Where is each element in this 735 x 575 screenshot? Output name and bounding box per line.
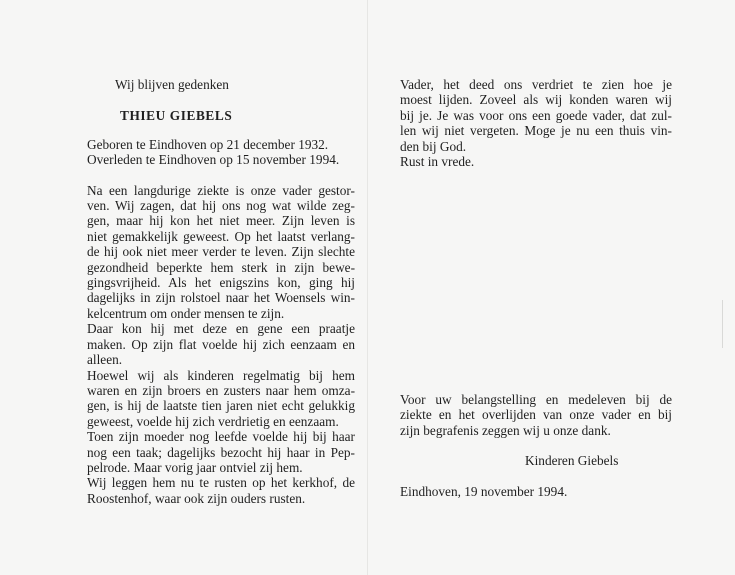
text-line: zijn begrafenis zeggen wij u onze dank. <box>400 422 611 438</box>
left-page <box>87 77 355 506</box>
text-line: nog een taak; dagelijks bezocht hij haar in Pep- <box>87 444 355 460</box>
text-line: Voor uw belangstelling en medeleven bij de <box>400 392 672 407</box>
card-fold-line <box>367 0 368 575</box>
paper-edge-mark <box>722 300 723 348</box>
text-line: Wij leggen hem nu te rusten op het kerkhof, de <box>87 475 355 491</box>
text-line: gen, maar hij kon het niet meer. Zijn leven is <box>87 213 355 229</box>
text-line: de hij ook niet meer verder te leven. Zijn slechte <box>87 244 355 260</box>
text-line: geweest, voelde hij zich verdrietig en eenzaam. <box>87 413 339 429</box>
paragraph <box>87 429 355 475</box>
text-line: kelcentrum om onder mensen te zijn. <box>87 305 285 321</box>
text-line: moest lijden. Zoveel als wij konden waren wij <box>400 92 672 108</box>
text-line: niet gemakkelijk geweest. Op het laatst verlang- <box>87 228 355 244</box>
text-line: Na een langdurige ziekte is onze vader gestor- <box>87 182 355 198</box>
text-line: Toen zijn moeder nog leefde voelde hij bij haar <box>87 429 355 445</box>
thanks-text <box>400 392 672 438</box>
rest-in-peace-line: Rust in vrede. <box>400 154 475 170</box>
text-line: bij je. Je was voor ons een goede vader, dat zul- <box>400 107 672 123</box>
life-dates <box>87 137 355 168</box>
text-line: dagelijks in zijn rolstoel naar het Woensels win- <box>87 290 355 306</box>
text-line: alleen. <box>87 352 123 368</box>
text-line: pelrode. Maar vorig jaar ontviel zij hem. <box>87 459 303 475</box>
signature: Kinderen Giebels <box>525 453 619 468</box>
text-line: Vader, het deed ons verdriet te zien hoe je <box>400 77 672 92</box>
text-line: maken. Op zijn flat voelde hij zich eenzaam en <box>87 336 355 352</box>
memorial-heading: Wij blijven gedenken <box>115 77 229 92</box>
paragraph <box>87 368 355 430</box>
birth-date-line: Geboren te Eindhoven op 21 december 1932. <box>87 136 329 152</box>
place-date: Eindhoven, 19 november 1994. <box>400 484 568 499</box>
text-line: waren en zijn broers en zusters naar hem omza- <box>87 382 355 398</box>
text-line: len wij niet vergeten. Moge je nu een thuis vin- <box>400 123 672 139</box>
memorial-text <box>87 183 355 507</box>
text-line: gen, is hij de laatste tien jaren niet echt gelukkig <box>87 398 355 414</box>
paragraph <box>87 183 355 322</box>
text-line: den bij God. <box>400 138 467 154</box>
text-line: Daar kon hij met deze en gene een praatje <box>87 321 355 337</box>
paragraph <box>87 475 355 506</box>
text-line: gingsvrijheid. Als het enigszins kon, ging hij <box>87 275 355 291</box>
text-line: Hoewel wij als kinderen regelmatig bij hem <box>87 367 355 383</box>
paragraph <box>87 321 355 367</box>
text-line: gezondheid beperkte hem sterk in zijn bewe- <box>87 259 355 275</box>
text-line: ven. Wij zagen, dat hij ons nog wat wilde zeg- <box>87 198 355 214</box>
text-line: Roostenhof, waar ook zijn ouders rusten. <box>87 490 306 506</box>
text-line: ziekte en het overlijden van onze vader en bij <box>400 407 672 423</box>
farewell-text <box>400 77 672 169</box>
death-date-line: Overleden te Eindhoven op 15 november 1994. <box>87 152 340 168</box>
deceased-name: THIEU GIEBELS <box>120 108 233 124</box>
